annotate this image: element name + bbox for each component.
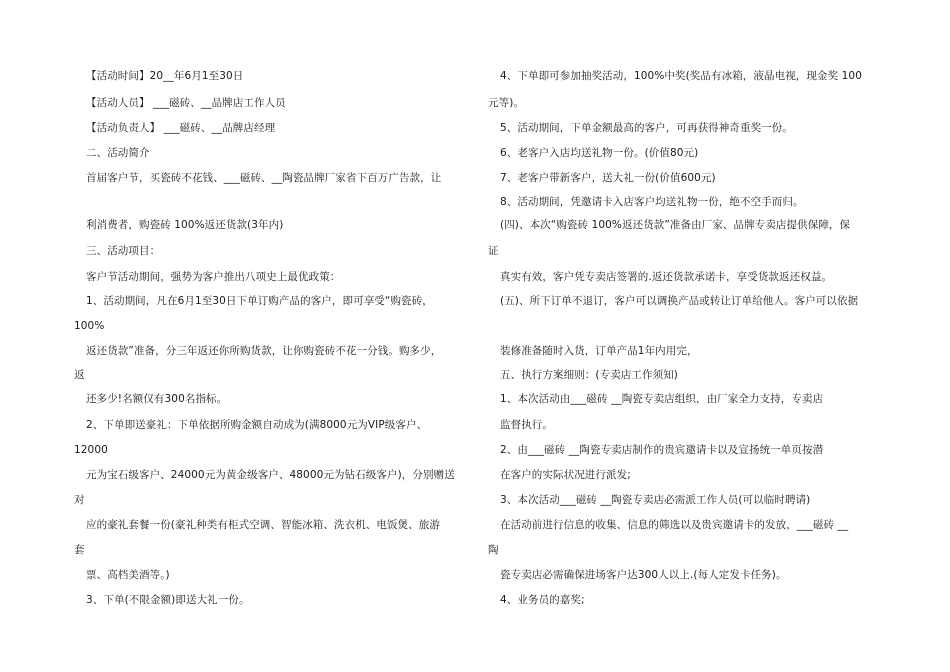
execution-2-line: 2、由___磁砖 __陶瓷专卖店制作的贵宾邀请卡以及宣扬统一单页按潜 xyxy=(500,444,824,456)
no-refund-line: 装修准备随时入货，订单产品1年内用完， xyxy=(500,345,698,357)
item-7-line: 7、老客户带新客户，送大礼一份(价值600元) xyxy=(500,172,716,184)
activity-lead-line: 【活动负责人】 ___磁砖、__品牌店经理 xyxy=(86,122,276,134)
execution-3-line: 在活动前进行信息的收集、信息的筛选以及贵宾邀请卡的发放，___磁砖 __ xyxy=(500,519,849,531)
section-heading-intro: 二、活动简介 xyxy=(86,147,150,159)
item-5-line: 5、活动期间，下单金额最高的客户，可再获得神奇重奖一份。 xyxy=(500,122,793,134)
guarantee-line: 证 xyxy=(488,245,499,257)
item-4-line: 元等)。 xyxy=(488,97,524,109)
item-1-line: 100% xyxy=(74,320,105,332)
item-1-line: 还多少!名额仅有300名指标。 xyxy=(86,393,228,405)
items-intro-line: 客户节活动期间，强势为客户推出八项史上最优政策： xyxy=(86,271,341,283)
item-3-line: 3、下单(不限金额)即送大礼一份。 xyxy=(86,594,250,606)
execution-2-line: 在客户的实际状况进行派发; xyxy=(500,469,631,481)
item-2-line: 套 xyxy=(74,544,85,556)
item-1-line: 返 xyxy=(74,369,85,381)
guarantee-line: 真实有效，客户凭专卖店签署的.返还货款承诺卡，享受货款返还权益。 xyxy=(500,271,833,283)
no-refund-line: (五)、所下订单不退订，客户可以调换产品或转让订单给他人。客户可以依据 xyxy=(500,295,859,307)
item-6-line: 6、老客户入店均送礼物一份。(价值80元) xyxy=(500,147,699,159)
item-1-line: 返还货款”准备，分三年返还你所购货款，让你购瓷砖不花一分钱。购多少， xyxy=(86,345,442,357)
item-2-line: 2、下单即送豪礼：下单依据所购金额自动成为(满8000元为VIP级客户、 xyxy=(86,419,428,431)
item-2-line: 12000 xyxy=(74,444,108,456)
item-8-line: 8、活动期间，凭邀请卡入店客户均送礼物一份，绝不空手而归。 xyxy=(500,196,804,208)
intro-paragraph-line: 利消费者，购瓷砖 100%返还货款(3年内) xyxy=(86,219,284,231)
execution-3-line: 瓷专卖店必需确保进场客户达300人以上.(每人定发卡任务)。 xyxy=(500,569,787,581)
execution-3-line: 陶 xyxy=(488,544,499,556)
execution-1-line: 监督执行。 xyxy=(500,419,553,431)
activity-time-line: 【活动时间】20__年6月1至30日 xyxy=(86,70,244,82)
execution-1-line: 1、本次活动由___磁砖 __陶瓷专卖店组织，由厂家全力支持，专卖店 xyxy=(500,393,824,405)
guarantee-line: (四)、本次“购瓷砖 100%返还货款”准备由厂家、品牌专卖店提供保障，保 xyxy=(500,219,851,231)
item-2-line: 元为宝石级客户、24000元为黄金级客户、48000元为钻石级客户)，分别赠送 xyxy=(86,469,455,481)
section-heading-execution: 五、执行方案细则：(专卖店工作须知) xyxy=(500,369,678,381)
execution-3-line: 3、本次活动___磁砖 __陶瓷专卖店必需派工作人员(可以临时聘请) xyxy=(500,494,811,506)
intro-paragraph-line: 首届客户节，买瓷砖不花钱、___磁砖、__陶瓷品牌厂家省下百万广告款，让 xyxy=(86,172,442,184)
item-4-line: 4、下单即可参加抽奖活动，100%中奖(奖品有冰箱，液晶电视，现金奖 100 xyxy=(500,70,862,82)
item-2-line: 票、高档美酒等。) xyxy=(86,569,170,581)
section-heading-items: 三、活动项目： xyxy=(86,245,161,257)
item-2-line: 对 xyxy=(74,494,85,506)
activity-staff-line: 【活动人员】 ___磁砖、__品牌店工作人员 xyxy=(86,97,286,109)
item-1-line: 1、活动期间，凡在6月1至30日下单订购产品的客户，即可享受“购瓷砖， xyxy=(86,295,433,307)
execution-4-line: 4、业务员的嘉奖; xyxy=(500,594,585,606)
item-2-line: 应的豪礼套餐一份(豪礼种类有柜式空调、智能冰箱、洗衣机、电饭煲、旅游 xyxy=(86,519,440,531)
